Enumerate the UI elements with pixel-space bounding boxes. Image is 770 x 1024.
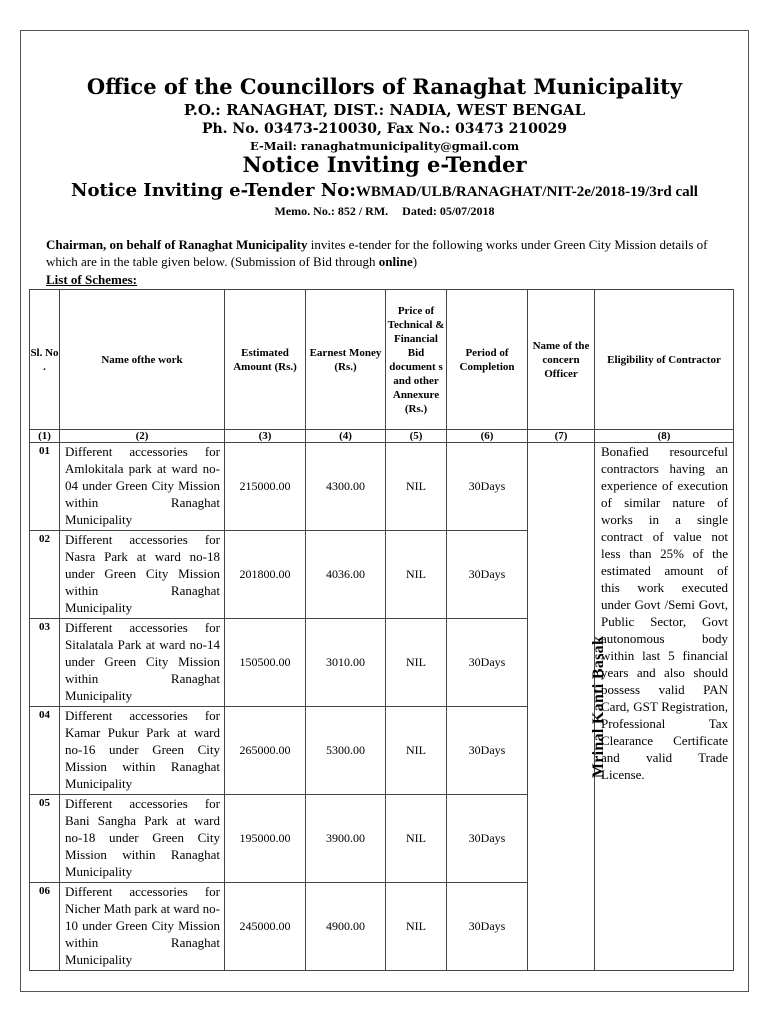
header-officer: Name of the concern Officer [528, 290, 595, 430]
header-price: Price of Technical & Financial Bid document s and other Annexure (Rs.) [386, 290, 447, 430]
row-estimated: 215000.00 [225, 443, 306, 531]
header-sl: Sl. No . [30, 290, 60, 430]
header-earnest: Earnest Money (Rs.) [306, 290, 386, 430]
officer-name: Mrinal Kanti Basak [590, 635, 608, 778]
row-period: 30Days [447, 795, 528, 883]
office-address: P.O.: RANAGHAT, DIST.: NADIA, WEST BENGAL [183, 101, 586, 119]
row-estimated: 201800.00 [225, 531, 306, 619]
row-earnest: 4900.00 [306, 883, 386, 971]
row-sl: 05 [30, 795, 60, 883]
row-earnest: 4036.00 [306, 531, 386, 619]
row-period: 30Days [447, 707, 528, 795]
notice-number-value: WBMAD/ULB/RANAGHAT/NIT-2e/2018-19/3rd call [355, 184, 698, 200]
row-period: 30Days [447, 619, 528, 707]
eligibility-cell: Bonafied resourceful contractors having an experience of execution of similar nature of works in a single contract of value not less than 25% of the estimated amount of this work executed under Govt /Semi Govt, Public Sector, Govt autonomous body within last 5 financial years and also should possess valid PAN Card, GST Registration, Professional Tax Clearance Certificate and valid Trade License. [595, 443, 734, 971]
office-phone: Ph. No. 03473-210030, Fax No.: 03473 210029 [201, 121, 568, 137]
notice-number-label: Notice Inviting e-Tender No: [71, 180, 356, 201]
column-number: (7) [528, 430, 595, 443]
row-earnest: 3900.00 [306, 795, 386, 883]
row-work: Different accessories for Nicher Math park at ward no-10 under Green City Mission within Ranaghat Municipality [60, 883, 225, 971]
row-estimated: 150500.00 [225, 619, 306, 707]
row-period: 30Days [447, 883, 528, 971]
table-row [30, 443, 734, 531]
row-price: NIL [386, 619, 447, 707]
row-work: Different accessories for Bani Sangha Park at ward no-18 under Green City Mission within Ranaghat Municipality [60, 795, 225, 883]
row-sl: 06 [30, 883, 60, 971]
header-name: Name ofthe work [60, 290, 225, 430]
row-price: NIL [386, 883, 447, 971]
row-earnest: 5300.00 [306, 707, 386, 795]
header-eligibility: Eligibility of Contractor [595, 290, 734, 430]
column-number: (3) [225, 430, 306, 443]
intro-paragraph [46, 236, 726, 270]
row-sl: 04 [30, 707, 60, 795]
row-earnest: 3010.00 [306, 619, 386, 707]
row-work: Different accessories for Amlokitala park at ward no-04 under Green City Mission within Ranaghat Municipality [60, 443, 225, 531]
notice-title: Notice Inviting e-Tender [242, 152, 527, 177]
intro-close: ) [412, 254, 418, 269]
row-price: NIL [386, 443, 447, 531]
memo-number: Memo. No.: 852 / RM. [274, 204, 389, 218]
column-number: (2) [60, 430, 225, 443]
row-sl: 02 [30, 531, 60, 619]
intro-lead: Chairman, on behalf of Ranaghat Municipality [46, 237, 308, 252]
memo-line [20, 204, 749, 219]
row-sl: 01 [30, 443, 60, 531]
office-title: Office of the Councillors of Ranaghat Municipality [86, 74, 683, 99]
row-estimated: 245000.00 [225, 883, 306, 971]
column-number: (6) [447, 430, 528, 443]
row-estimated: 195000.00 [225, 795, 306, 883]
header-period: Period of Completion [447, 290, 528, 430]
row-period: 30Days [447, 531, 528, 619]
list-heading: List of Schemes: [46, 272, 137, 287]
row-price: NIL [386, 795, 447, 883]
row-work: Different accessories for Kamar Pukur Park at ward no-16 under Green City Mission within Ranaghat Municipality [60, 707, 225, 795]
office-email: E-Mail: ranaghatmunicipality@gmail.com [249, 139, 519, 153]
schemes-table [29, 289, 734, 971]
column-number: (4) [306, 430, 386, 443]
row-work: Different accessories for Nasra Park at ward no-18 under Green City Mission within Ranaghat Municipality [60, 531, 225, 619]
row-price: NIL [386, 531, 447, 619]
row-sl: 03 [30, 619, 60, 707]
row-price: NIL [386, 707, 447, 795]
column-number: (1) [30, 430, 60, 443]
row-earnest: 4300.00 [306, 443, 386, 531]
row-estimated: 265000.00 [225, 707, 306, 795]
officer-cell [528, 443, 608, 971]
column-number: (8) [595, 430, 734, 443]
column-number-row [30, 430, 734, 443]
memo-date: Dated: 05/07/2018 [402, 204, 495, 218]
header-estimated: Estimated Amount (Rs.) [225, 290, 306, 430]
row-work: Different accessories for Sitalatala Park at ward no-14 under Green City Mission within Ranaghat Municipality [60, 619, 225, 707]
notice-number [20, 180, 749, 201]
row-period: 30Days [447, 443, 528, 531]
table-header-row [30, 290, 734, 430]
intro-body: invites e-tender for the following works under Green City Mission details of which are in the table given below. (Submission of Bid through [46, 237, 708, 269]
column-number: (5) [386, 430, 447, 443]
intro-online: online [378, 254, 413, 269]
